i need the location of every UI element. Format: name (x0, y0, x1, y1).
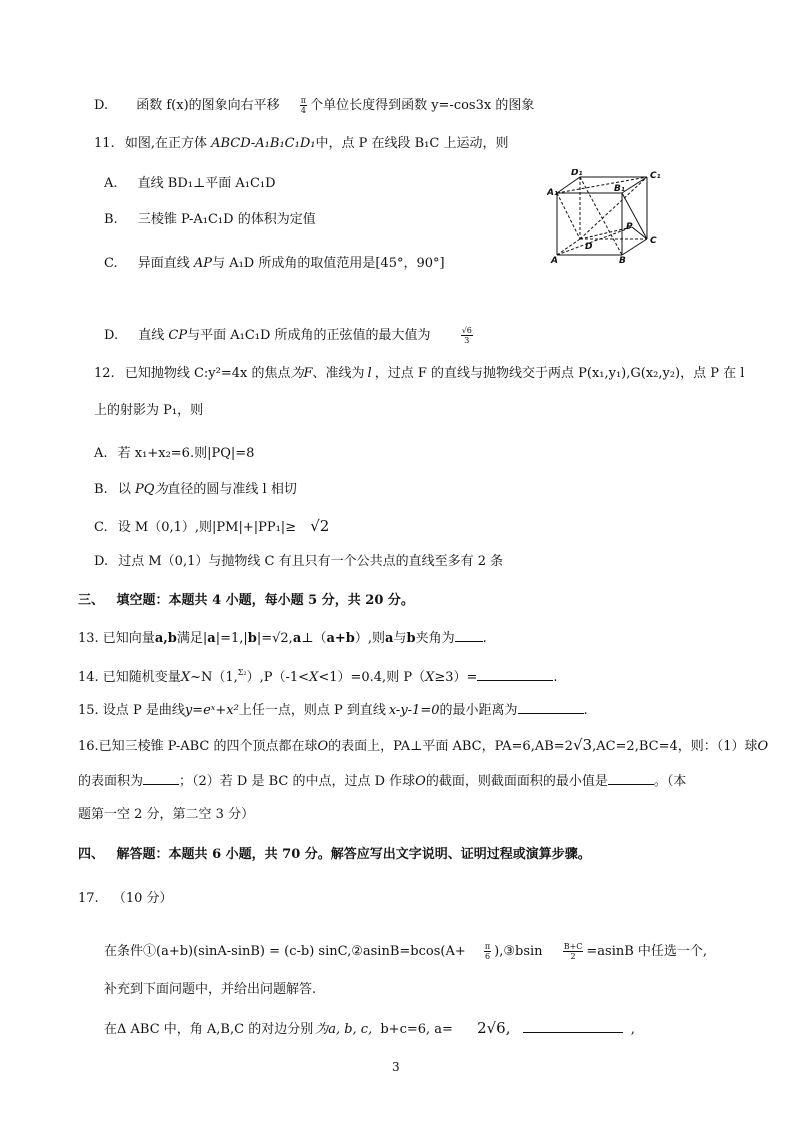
edge-ad (557, 239, 580, 255)
label-c1: C₁ (650, 171, 661, 181)
answer-blank (477, 668, 553, 681)
q17-instruction: 补充到下面问题中，并给出问题解答. (104, 982, 317, 997)
sqrt-2: √2 (310, 517, 330, 535)
question-number: 12. (94, 366, 115, 381)
option-label: B. (104, 212, 118, 227)
q10-option-d (94, 96, 534, 115)
q17-problem: 在Δ ABC 中，角 A,B,C 的对边分别 为a, b, c, b+c=6, a= 2√6, , (104, 1019, 635, 1037)
diag-a1c1 (557, 177, 647, 193)
segment-b1c (622, 193, 647, 239)
section-number: 三、 (78, 593, 105, 608)
section-4-heading (78, 847, 591, 863)
fraction-pi-4: $\frac{\pi}{4}$ (300, 96, 307, 115)
q12-option-c (94, 518, 329, 536)
option-text: 以 (117, 482, 131, 497)
option-label: A. (104, 176, 118, 191)
label-a1: A₁ (547, 188, 558, 198)
edge-bc (622, 239, 647, 255)
option-text: 直线 (138, 328, 165, 343)
fraction-sqrt6-3: $\frac{√6}{3}$ (461, 326, 472, 345)
segment-pc (632, 227, 647, 239)
q16-line2: 的表面积为 ；（2）若 D 是 BC 的中点，过点 D 作球O的截面，则截面面积的最小值是 。（本 (78, 774, 687, 789)
label-p: P (626, 222, 633, 232)
option-label: B. (94, 482, 108, 497)
option-text: 过点 M（0,1）与抛物线 C 有且只有一个公共点的直线至多有 2 条 (118, 554, 504, 569)
option-text: 为 (154, 482, 168, 497)
question-number: 11. (94, 136, 115, 151)
cube-figure (547, 169, 667, 263)
answer-blank (523, 1020, 623, 1033)
diag-a1d (557, 193, 580, 239)
stem-text: 已知抛物线 C:y²=4x 的焦点 (124, 366, 291, 381)
option-text: 若 x₁+x₂=6.则|PQ|=8 (117, 446, 255, 461)
fraction-b-plus-c-2: $\frac{B+C}{2}$ (563, 942, 583, 961)
label-a: A (551, 256, 558, 263)
q12-option-d (94, 554, 503, 570)
q16-line3: 题第一空 2 分，第二空 3 分） (78, 807, 255, 822)
option-text: 设 M（0,1）,则|PM|+|PP₁|≥ (117, 520, 297, 535)
answer-blank (143, 772, 179, 785)
q11-option-a (104, 176, 276, 192)
answer-blank (608, 772, 654, 785)
stem-text: 上的射影为 P₁，则 (94, 403, 204, 418)
option-text: 个单位长度得到函数 y=-cos3x 的图象 (310, 98, 535, 113)
segment-ap (557, 227, 632, 255)
section-number: 四、 (78, 847, 105, 862)
option-text: 三棱锥 P-A₁C₁D 的体积为定值 (137, 212, 316, 227)
label-c: C (650, 236, 657, 246)
label-d: D (585, 242, 593, 252)
q16-line1: 16.已知三棱锥 P-ABC 的四个顶点都在球O的表面上，PA⊥平面 ABC，PA=6,AB=2√3,AC=2,BC=4，则：（1）球O (78, 736, 769, 754)
option-text: 与平面 A₁C₁D 所成角的正弦值的最大值为 (187, 328, 431, 343)
q11-option-c (104, 256, 445, 272)
q11-stem (94, 136, 508, 152)
cube-name: ABCD-A₁B₁C₁D₁ (211, 136, 316, 151)
option-label: D. (94, 98, 109, 113)
q13: 13. 已知向量a,b满足|a|=1,|b|=√2,a⊥（a+b）,则a与b夹角为 . (78, 631, 487, 646)
option-text: 函数 f(x)的图象向右平移 (136, 98, 280, 113)
q12-option-b (94, 482, 297, 498)
option-text: 直线 BD₁⊥平面 A₁C₁D (137, 176, 276, 191)
q17-conditions: 在条件①(a+b)(sinA-sinB) = (c-b) sinC,②asinB=bcos(A+ $\frac{\pi}{6}$ ),③bsin $\frac{B+C}{2}$ =asinB 中任选一个, (104, 942, 708, 961)
q12-stem-cont (94, 403, 203, 419)
stem-text: 中，点 P 在线段 B₁C 上运动，则 (315, 136, 509, 151)
option-label: D. (104, 328, 119, 343)
stem-text: 如图,在正方体 (124, 136, 207, 151)
edge-b1c1 (622, 177, 647, 193)
stem-text: ，过点 F 的直线与抛物线交于两点 P(x₁,y₁),G(x₂,y₂)，点 P 在 l (374, 366, 745, 381)
answer-blank (518, 701, 584, 714)
label-b: B (619, 256, 626, 263)
option-label: A. (94, 446, 108, 461)
section-title: 解答题：本题共 6 小题，共 70 分。解答应写出文字说明、证明过程或演算步骤。 (116, 847, 591, 862)
q11-option-d (104, 326, 476, 345)
option-text: 与 A₁D 所成角的取值范用是[45°，90°] (212, 256, 445, 271)
stem-text: 、准线为 (312, 366, 365, 381)
math-l: l (367, 366, 372, 381)
math-pq: PQ (134, 482, 155, 497)
option-label: D. (94, 554, 109, 569)
fraction-pi-6: $\frac{\pi}{6}$ (484, 942, 491, 961)
q14: 14. 已知随机变量X~N（1,$^{\Sigma_2}$）,P（-1<X<1）=0.4,则 P（X≥3）= . (78, 668, 558, 685)
answer-blank (455, 629, 483, 642)
math-ap: AP (193, 256, 213, 271)
q17-heading: 17. （10 分） (78, 891, 173, 906)
section-3-heading (78, 593, 414, 609)
option-label: C. (104, 256, 118, 271)
q12-option-a (94, 446, 254, 462)
label-b1: B₁ (614, 184, 625, 194)
option-label: C. (94, 520, 108, 535)
math-cp: CP (168, 328, 188, 343)
page-number: 3 (392, 1060, 400, 1074)
math-f: 为F (290, 366, 313, 381)
section-title: 填空题：本题共 4 小题，每小题 5 分，共 20 分。 (116, 593, 414, 608)
q12-stem (94, 366, 744, 382)
q11-option-b (104, 212, 316, 228)
option-text: 异面直线 (137, 256, 190, 271)
q15: 15. 设点 P 是曲线y=eˣ+x²上任一点，则点 P 到直线 x-y-1=0的最小距离为 . (78, 703, 588, 718)
label-d1: D₁ (571, 169, 583, 178)
option-text: 直径的圆与准线 l 相切 (167, 482, 297, 497)
